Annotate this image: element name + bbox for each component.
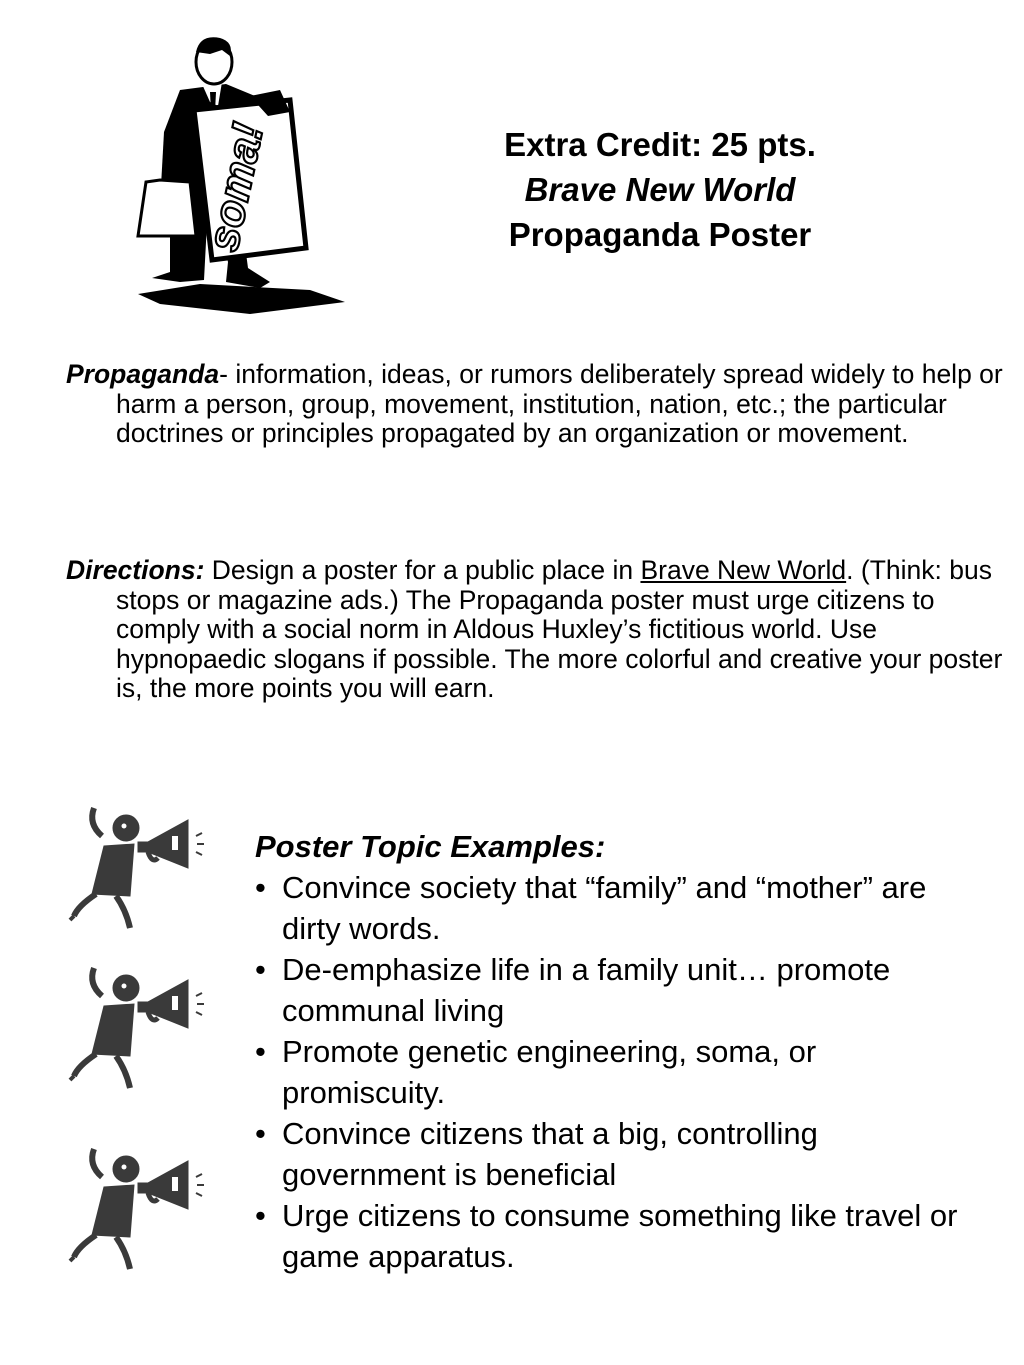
man-with-soma-sign-icon [130,32,350,322]
examples-list [255,867,975,1277]
bullet: • [255,1034,266,1069]
list-item [255,1113,975,1195]
example-text: Urge citizens to consume something like travel or game apparatus. [282,1198,958,1274]
megaphone-person-icon [64,1143,214,1273]
directions-label: Directions: [66,555,205,585]
directions-text-before: Design a poster for a public place in [204,555,641,585]
page-title [420,122,900,257]
title-credit: Extra Credit: 25 pts. [504,126,816,163]
example-text: Convince society that “family” and “mother” are dirty words. [282,870,927,946]
poster-topic-examples [255,826,975,1277]
book-title-link: Brave New World [640,555,847,585]
title-assignment: Propaganda Poster [508,216,812,253]
directions-text-after: . (Think: bus stops or magazine ads.) The Propaganda poster must urge citizens to comply with a social norm in Aldous Huxley’s fictitious world. Use hypnopaedic slogans if possible. The more colorful and creative your poster is, the more points you will earn. [116,555,1003,703]
sign-text: soma! [198,118,274,256]
megaphone-person-icon [64,962,214,1092]
megaphone-person-icon [64,802,214,932]
definition-text: - information, ideas, or rumors deliberately spread widely to help or harm a person, group, movement, institution, nation, etc.; the particular doctrines or principles propagated by an organization or movement. [116,359,1003,448]
bullet: • [255,1116,266,1151]
list-item [255,949,975,1031]
list-item [255,867,975,949]
examples-heading: Poster Topic Examples: [255,829,606,864]
bullet: • [255,952,266,987]
title-book: Brave New World [524,171,796,208]
propaganda-definition [66,360,1006,449]
list-item [255,1031,975,1113]
example-text: Convince citizens that a big, controlling government is beneficial [282,1116,818,1192]
example-text: De-emphasize life in a family unit… promote communal living [282,952,891,1028]
list-item [255,1195,975,1277]
directions-paragraph [66,556,1006,704]
example-text: Promote genetic engineering, soma, or promiscuity. [282,1034,817,1110]
bullet: • [255,1198,266,1233]
definition-term: Propaganda [66,359,220,389]
bullet: • [255,870,266,905]
